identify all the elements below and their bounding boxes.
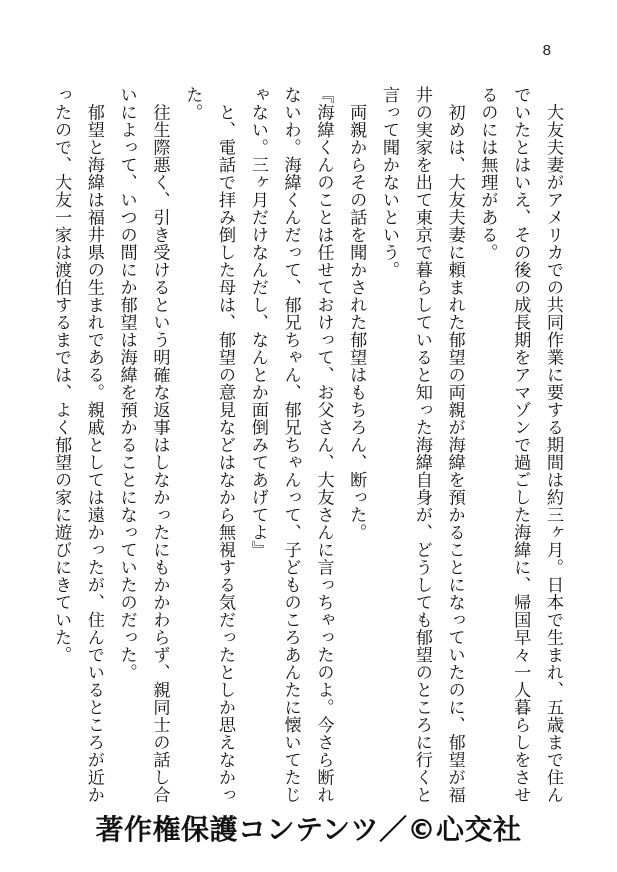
paragraph: 大友夫妻がアメリカでの共同作業に要する期間は約三ヶ月。日本で生まれ、五歳まで住んでいたとはいえ、その後の成長期をアマゾンで過ごした海緯に、帰国早々一人暮らしをさせるのには無理がある。 <box>477 86 563 804</box>
paragraph: 郁望と海緯は福井県の生まれである。親戚としては遠かったが、住んでいるところが近かったので、大友一家は渡伯するまでは、よく郁望の家に遊びにきていた。 <box>51 86 104 804</box>
copyright-notice: 著作権保護コンテンツ／©心交社 <box>95 813 522 846</box>
page-number: 8 <box>542 42 551 59</box>
paragraph: 『海緯くんのことは任せておけって、お父さん、大友さんに言っちゃったのよ。今さら断れないわ。海緯くんだって、郁兄ちゃん、郁兄ちゃんって、子どものころあんたに懐いてたじゃない。三ヶ月だけなんだし、なんとか面倒みてあげてよ』 <box>247 86 334 804</box>
vertical-text-body <box>49 86 569 806</box>
paragraph: と、電話で拝み倒した母は、郁望の意見などはなから無視する気だったとしか思えなかった。 <box>182 86 236 804</box>
paragraph: 初めは、大友夫妻に頼まれた郁望の両親が海緯を預かることになっていたのに、郁望が福井の実家を出て東京で暮らしていると知った海緯自身が、どうしても郁望のところに行くと言って聞かないという。 <box>379 86 465 804</box>
paragraph: 両親からその話を聞かされた郁望はもちろん、断った。 <box>346 86 367 541</box>
paragraph: 往生際悪く、引き受けるという明確な返事はしなかったにもかかわらず、親同士の話し合いによって、いつの間にか郁望は海緯を預かることになっていたのだった。 <box>116 86 170 804</box>
